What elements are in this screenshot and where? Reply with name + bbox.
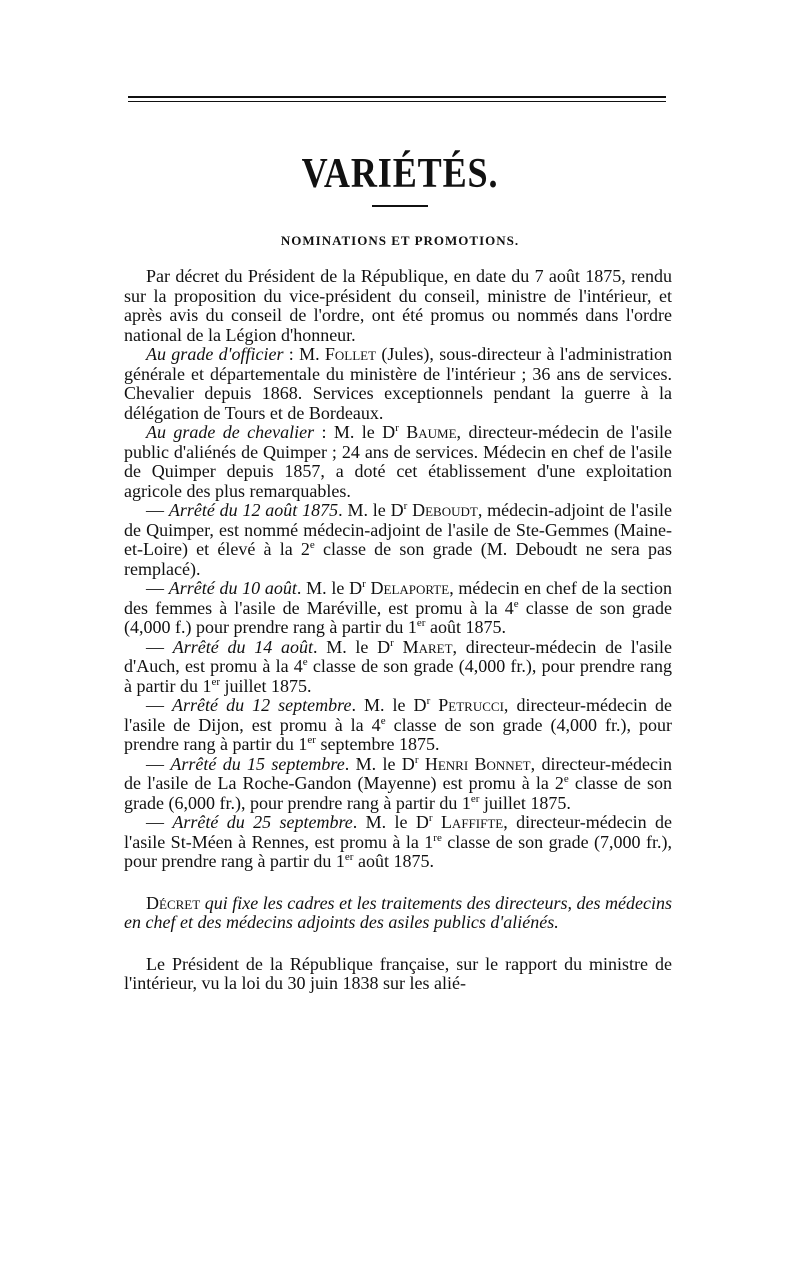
article-body xyxy=(124,267,672,994)
paragraph-arrete: — Arrêté du 15 septembre. M. le $D^r$ Henri Bonnet, directeur-médecin de l'asile de La Roche-Gandon (Mayenne) est promu à la 2e classe de son grade (6,000 fr.), pour prendre rang à partir du 1er juillet 1875. xyxy=(124,753,673,813)
arrete-label: Arrêté du 10 août xyxy=(168,578,297,598)
person-name: Henri Bonnet xyxy=(424,753,531,774)
arrete-label: Arrêté du 12 août 1875 xyxy=(168,500,339,520)
person-name: Deboudt xyxy=(412,500,478,520)
paragraph-decree-text: Le Président de la République française, sur le rapport du ministre de l'intérieur, vu la loi du 30 juin 1838 sur les alié- xyxy=(124,953,672,993)
paragraph-arrete: — Arrêté du 10 août. M. le $D^r$ Delaporte, médecin en chef de la section des femmes à l'asile de Maréville, est promu à la 4e classe de son grade (4,000 f.) pour prendre rang à partir du 1er août 1875. xyxy=(124,578,672,637)
paragraph-gap xyxy=(124,933,672,955)
paragraph-chevalier-grade: Au grade de chevalier : M. le $D^r$ Baume, directeur-médecin de l'asile public d'aliénés de Quimper ; 24 ans de services. Médecin en chef de l'asile de Quimper depuis 1857, a doté cet établissement d'une exploitation agricole des plus remarquables. xyxy=(124,422,672,501)
paragraph-arrete: — Arrêté du 14 août. M. le $D^r$ Maret, directeur-médecin de l'asile d'Auch, est promu à la 4e classe de son grade (4,000 fr.), pour prendre rang à partir du 1er juillet 1875. xyxy=(124,636,673,696)
arrete-label: Arrêté du 25 septembre xyxy=(172,812,353,832)
paragraph-arrete: — Arrêté du 12 septembre. M. le $D^r$ Petrucci, directeur-médecin de l'asile de Dijon, est promu à la 4e classe de son grade (4,000 fr.), pour prendre rang à partir du 1er septembre 1875. xyxy=(124,695,673,754)
page-title: VARIÉTÉS. xyxy=(301,151,499,197)
person-name: Laffifte xyxy=(440,812,504,832)
person-name: Maret xyxy=(402,636,453,657)
person-name: Delaporte xyxy=(370,578,450,598)
person-name: Petrucci xyxy=(438,695,504,715)
person-name: Baume xyxy=(406,422,457,442)
paragraph-arrete: — Arrêté du 12 août 1875. M. le $D^r$ Deboudt, médecin-adjoint de l'asile de Quimper, est nommé médecin-adjoint de l'asile de Ste-Gemmes (Maine-et-Loire) et élevé à la 2e classe de son grade (M. Deboudt ne sera pas remplacé). xyxy=(124,500,672,579)
section-heading: NOMINATIONS ET PROMOTIONS. xyxy=(280,233,520,248)
paragraph-officer-grade: Au grade d'officier : M. Follet (Jules), sous-directeur à l'administration générale et départementale du ministère de l'intérieur ; 36 ans de services. Chevalier depuis 1868. Services exceptionnels pendant la guerre à la délégation de Tours et de Bordeaux. xyxy=(124,344,672,423)
arrete-label: Arrêté du 15 septembre xyxy=(170,753,345,774)
paragraph-decree-intro: Par décret du Président de la République, en date du 7 août 1875, rendu sur la proposition du vice-président du conseil, ministre de l'intérieur, et après avis du conseil de l'ordre, ont été promus ou nommés dans l'ordre national de la Légion d'honneur. xyxy=(124,266,672,345)
decree-label: Décret xyxy=(146,892,201,913)
arrete-label: Arrêté du 12 septembre xyxy=(172,695,352,715)
paragraph-decree-title: Décret qui fixe les cadres et les traitements des directeurs, des médecins en chef et des médecins adjoints des asiles publics d'aliénés. xyxy=(124,892,672,932)
grade-label: Au grade de chevalier xyxy=(146,422,315,442)
header-rule-thin xyxy=(128,101,666,102)
header-rule xyxy=(128,96,666,98)
person-name: Follet xyxy=(324,344,377,364)
title-rule xyxy=(372,205,428,207)
paragraph-arrete: — Arrêté du 25 septembre. M. le $D^r$ Laffifte, directeur-médecin de l'asile St-Méen à Rennes, est promu à la 1re classe de son grade (7,000 fr.), pour prendre rang à partir du 1er août 1875. xyxy=(124,812,673,871)
paragraph-gap xyxy=(124,872,672,894)
grade-label: Au grade d'officier xyxy=(146,344,284,364)
arrete-label: Arrêté du 14 août xyxy=(172,636,313,657)
